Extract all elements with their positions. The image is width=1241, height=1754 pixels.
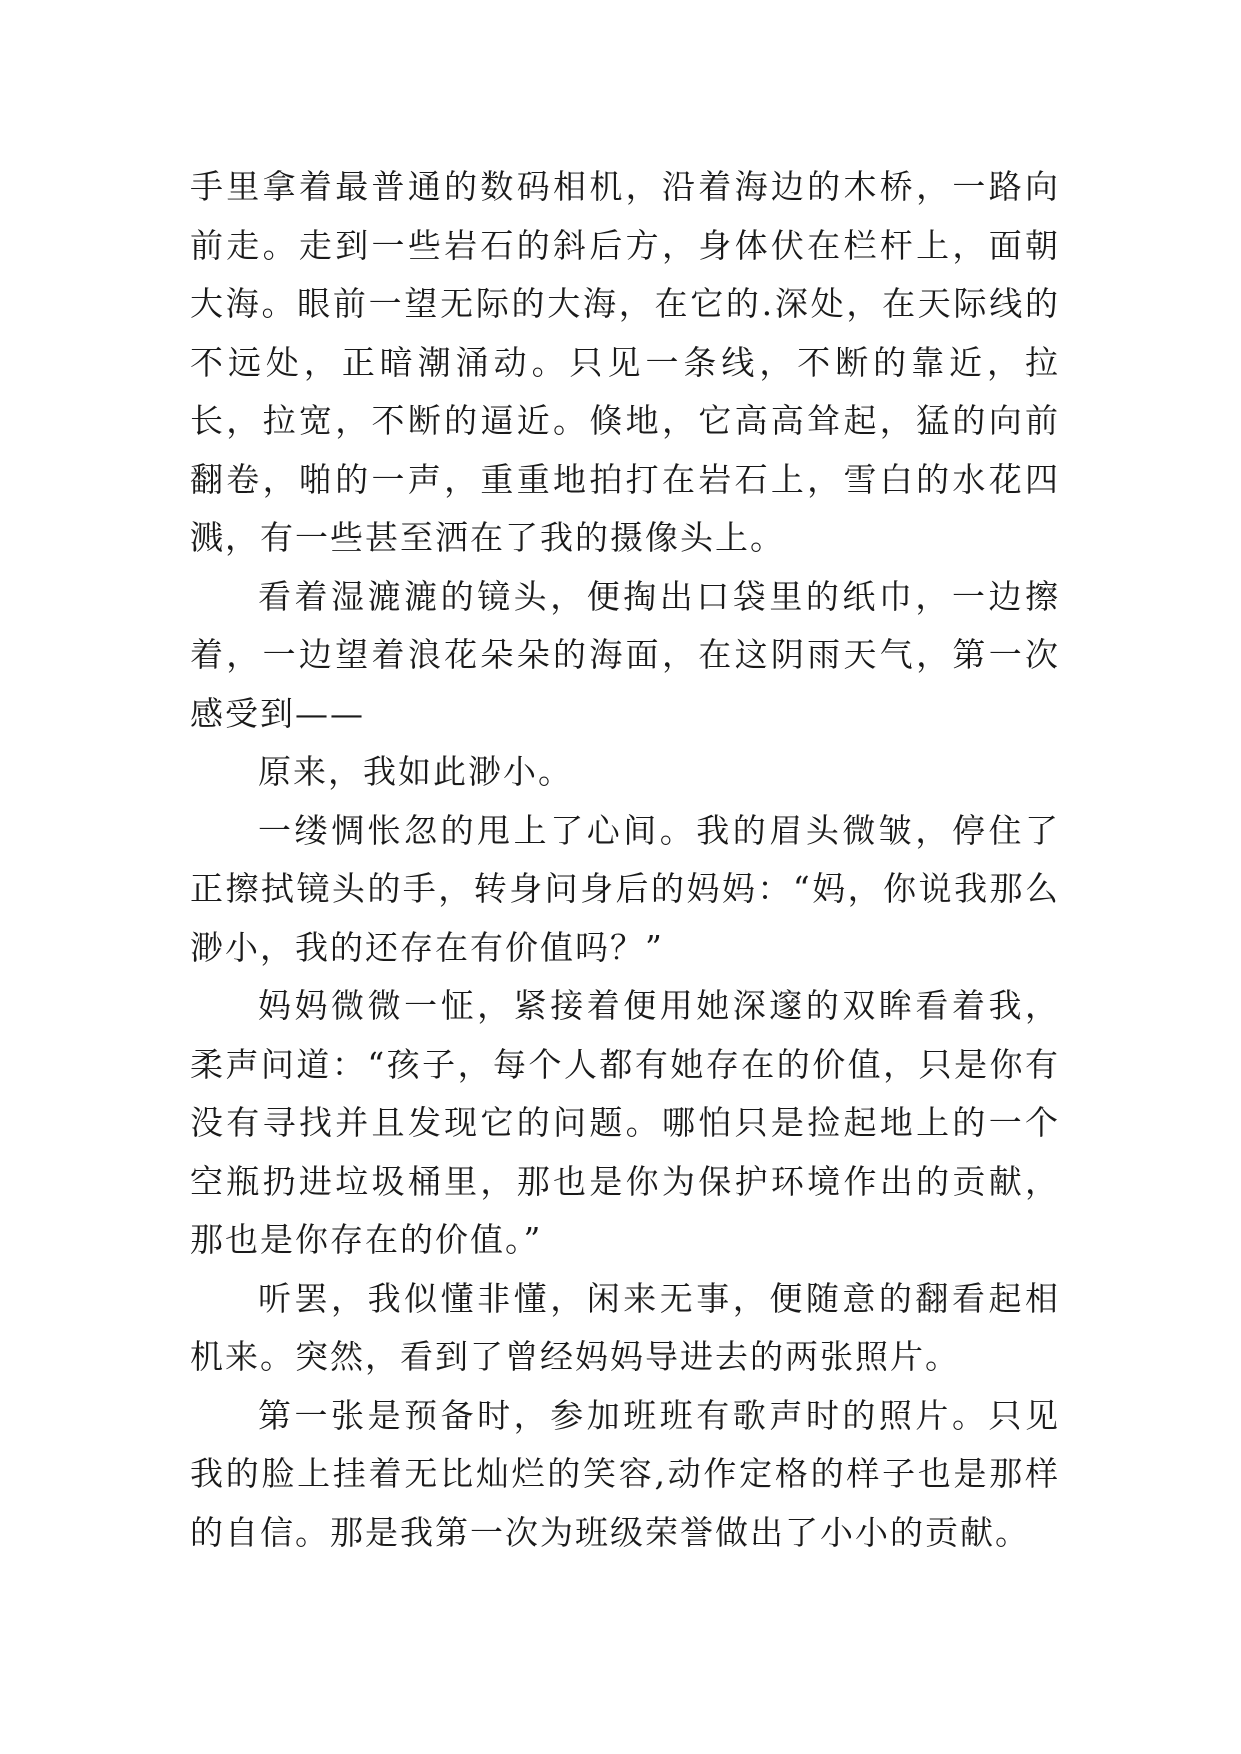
paragraph-4: 一缕惆怅忽的甩上了心间。我的眉头微皱，停住了正擦拭镜头的手，转身问身后的妈妈：“妈，你说我那么渺小，我的还存在有价值吗？”: [190, 810, 1060, 967]
paragraph-1: 手里拿着最普通的数码相机，沿着海边的木桥，一路向前走。走到一些岩石的斜后方，身体伏在栏杆上，面朝大海。眼前一望无际的大海，在它的.深处，在天际线的不远处，正暗潮涌动。只见一条线，不断的靠近，拉长，拉宽，不断的逼近。倏地，它高高耸起，猛的向前翻卷，啪的一声，重重地拍打在岩石上，雪白的水花四溅，有一些甚至洒在了我的摄像头上。: [190, 167, 1060, 557]
paragraph-5: 妈妈微微一怔，紧接着便用她深邃的双眸看着我，柔声问道：“孩子，每个人都有她存在的价值，只是你有没有寻找并且发现它的问题。哪怕只是捡起地上的一个空瓶扔进垃圾桶里，那也是你为保护环境作出的贡献，那也是你存在的价值。”: [190, 986, 1060, 1259]
paragraph-2: 看着湿漉漉的镜头，便掏出口袋里的纸巾，一边擦着，一边望着浪花朵朵的海面，在这阴雨天气，第一次感受到——: [190, 576, 1060, 733]
paragraph-7: 第一张是预备时，参加班班有歌声时的照片。只见我的脸上挂着无比灿烂的笑容,动作定格的样子也是那样的自信。那是我第一次为班级荣誉做出了小小的贡献。: [190, 1395, 1060, 1552]
paragraph-3: 原来，我如此渺小。: [258, 752, 573, 791]
article-body: [190, 158, 1060, 1562]
paragraph-6: 听罢，我似懂非懂，闲来无事，便随意的翻看起相机来。突然，看到了曾经妈妈导进去的两张照片。: [190, 1278, 1060, 1376]
